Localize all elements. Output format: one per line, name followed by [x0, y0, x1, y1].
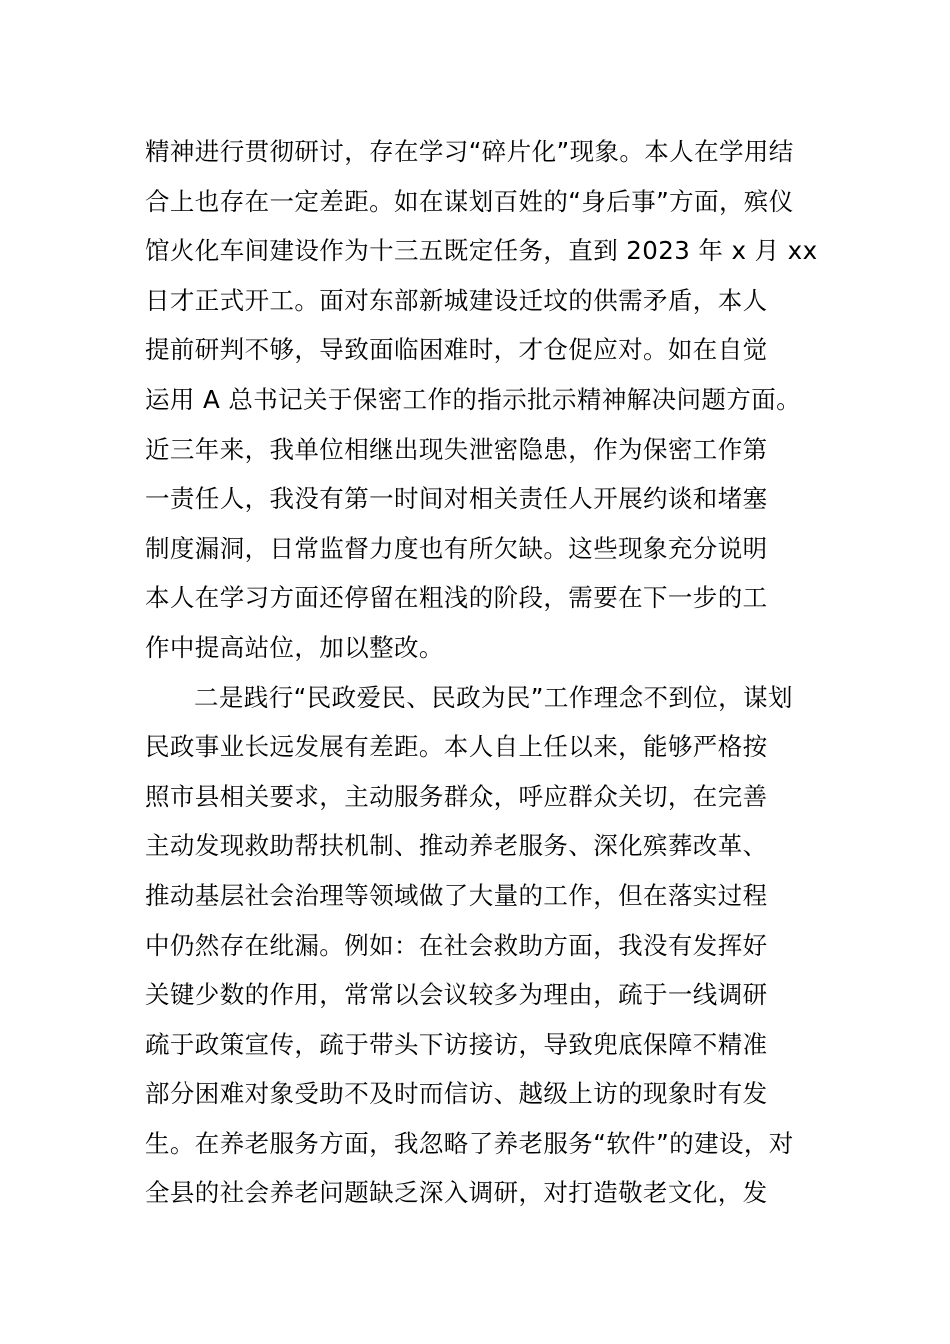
text-line: 制度漏洞，日常监督力度也有所欠缺。这些现象充分说明 [145, 533, 768, 563]
text-line: 部分困难对象受助不及时而信访、越级上访的现象时有发 [145, 1079, 768, 1109]
paragraph-start-line: 二是践行“民政爱民、民政为民”工作理念不到位，谋划 [194, 682, 793, 712]
text-line: 中仍然存在纰漏。例如：在社会救助方面，我没有发挥好 [145, 930, 768, 960]
text-line: 精神进行贯彻研讨，存在学习“碎片化”现象。本人在学用结 [145, 137, 794, 166]
text-line: 民政事业长远发展有差距。本人自上任以来，能够严格按 [145, 732, 768, 762]
document-body [145, 127, 825, 1218]
text-line: 作中提高站位，加以整改。 [145, 632, 444, 662]
text-line: 关键少数的作用，常常以会议较多为理由，疏于一线调研 [145, 980, 768, 1010]
text-line: 推动基层社会治理等领域做了大量的工作，但在落实过程 [145, 880, 768, 910]
text-line: 主动发现救助帮扶机制、推动养老服务、深化殡葬改革、 [145, 831, 768, 861]
text-line: 生。在养老服务方面，我忽略了养老服务“软件”的建设，对 [145, 1128, 794, 1158]
text-line: 本人在学习方面还停留在粗浅的阶段，需要在下一步的工 [145, 583, 768, 613]
text-line: 运用 A 总书记关于保密工作的指示批示精神解决问题方面。 [145, 384, 802, 414]
text-line: 疏于政策宣传，疏于带头下访接访，导致兜底保障不精准 [145, 1029, 768, 1059]
text-line: 馆火化车间建设作为十三五既定任务，直到 2023 年 x 月 xx [145, 236, 818, 266]
text-line: 全县的社会养老问题缺乏深入调研，对打造敬老文化，发 [145, 1178, 768, 1208]
text-line: 合上也存在一定差距。如在谋划百姓的“身后事”方面，殡仪 [145, 186, 794, 216]
text-line: 一责任人，我没有第一时间对相关责任人开展约谈和堵塞 [145, 484, 768, 514]
text-line: 日才正式开工。面对东部新城建设迁坟的供需矛盾，本人 [145, 285, 768, 315]
text-line: 照市县相关要求，主动服务群众，呼应群众关切，在完善 [145, 781, 768, 811]
text-line: 近三年来，我单位相继出现失泄密隐患，作为保密工作第 [145, 434, 768, 464]
text-line: 提前研判不够，导致面临困难时，才仓促应对。如在自觉 [145, 335, 768, 365]
